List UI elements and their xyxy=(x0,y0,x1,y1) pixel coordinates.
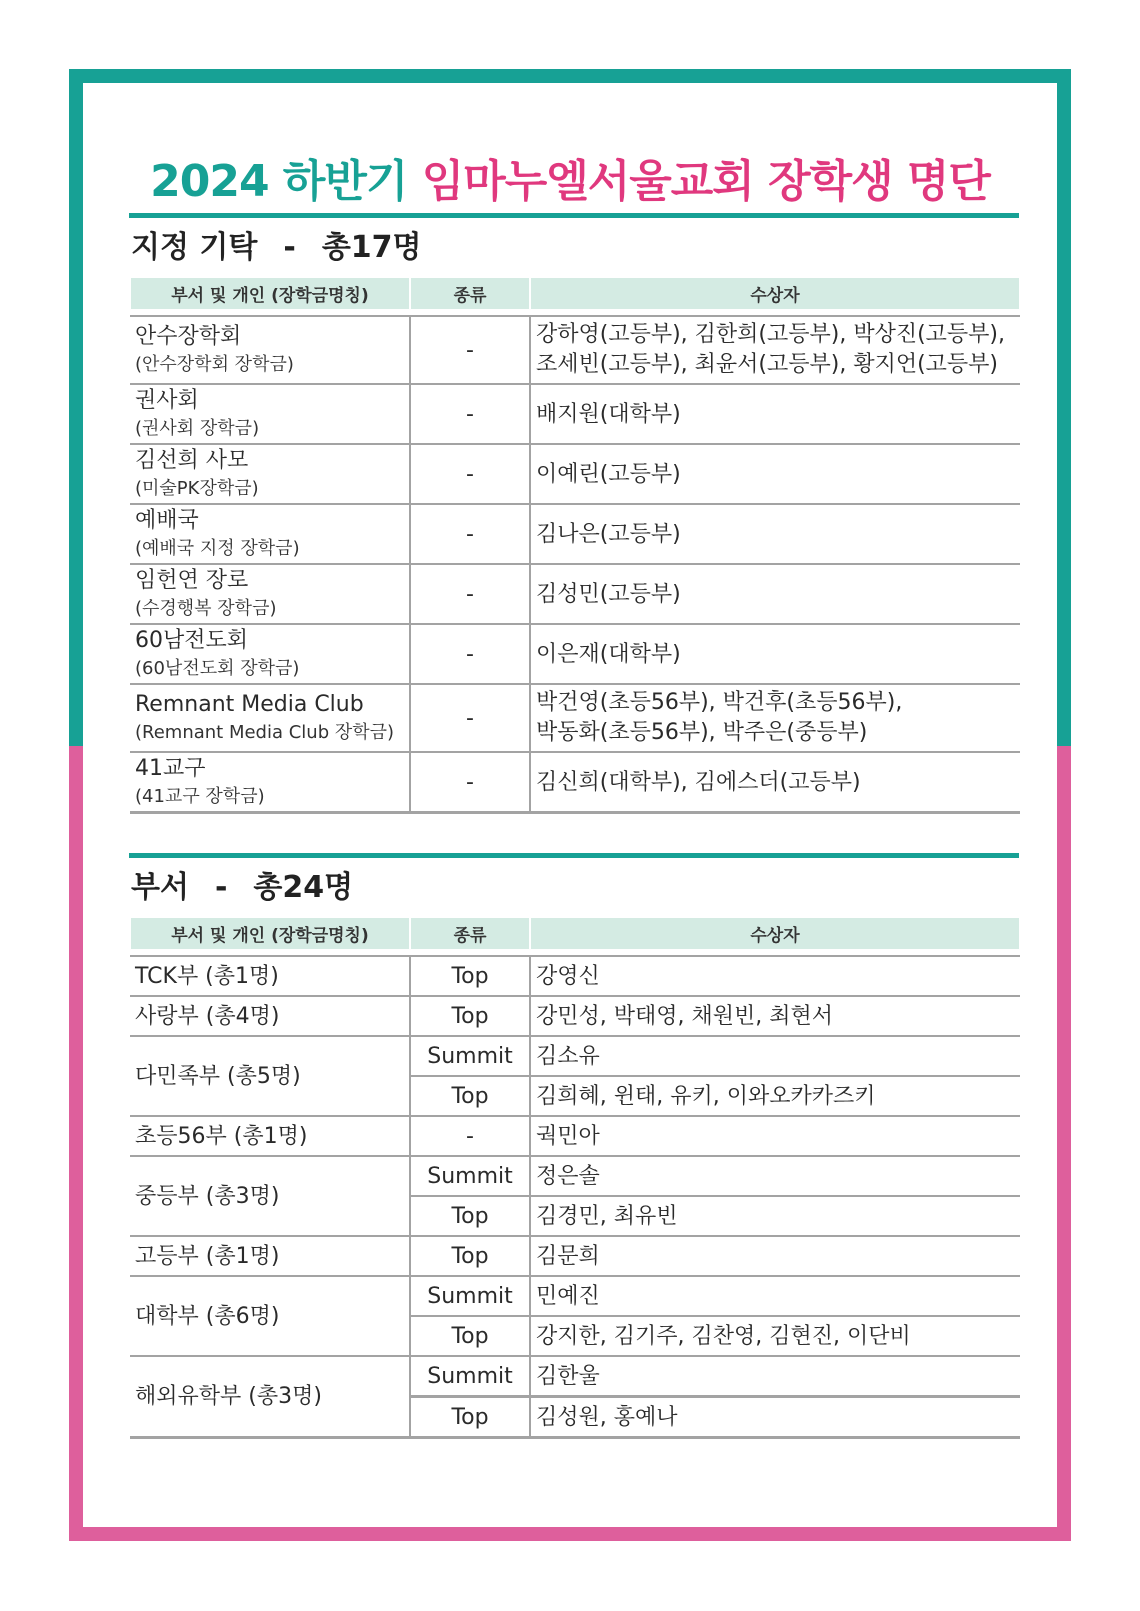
section-total: 총17명 xyxy=(321,230,422,265)
row-type: - xyxy=(410,684,530,752)
table-row xyxy=(130,316,1020,384)
dept-name: Remnant Media Club xyxy=(135,692,364,717)
section-departments xyxy=(129,853,1019,1439)
winners-line: 조세빈(고등부), 최윤서(고등부), 황지언(고등부) xyxy=(536,352,999,377)
row-dept xyxy=(130,684,410,752)
row-winners: 김한울 xyxy=(530,1356,1020,1397)
dept-name: 해외유학부 (총3명) xyxy=(130,1356,410,1438)
header-type: 종류 xyxy=(410,918,530,949)
row-winners: 김신희(대학부), 김에스더(고등부) xyxy=(530,752,1020,813)
row-winners: 강영신 xyxy=(530,956,1020,996)
row-type: Top xyxy=(410,956,530,996)
table-row xyxy=(130,1356,1020,1397)
title-main: 임마누엘서울교회 장학생 명단 xyxy=(421,156,990,207)
table-row xyxy=(130,384,1020,444)
row-winners: 정은솔 xyxy=(530,1156,1020,1196)
row-winners: 김나은(고등부) xyxy=(530,504,1020,564)
row-type: Summit xyxy=(410,1356,530,1397)
row-winners: 배지원(대학부) xyxy=(530,384,1020,444)
table-row xyxy=(130,444,1020,504)
row-winners: 이은재(대학부) xyxy=(530,624,1020,684)
section-total: 총24명 xyxy=(253,870,354,905)
section-name: 부서 xyxy=(131,870,189,905)
dept-name: 권사회 xyxy=(135,388,199,413)
row-type: Summit xyxy=(410,1156,530,1196)
page-body xyxy=(83,83,1057,1527)
winners-line: 박동화(초등56부), 박주은(중등부) xyxy=(536,720,868,745)
table-header-row xyxy=(130,278,1020,309)
row-type: Top xyxy=(410,1316,530,1356)
row-winners xyxy=(530,316,1020,384)
row-type: - xyxy=(410,1116,530,1156)
row-dept xyxy=(130,752,410,813)
row-winners: 이예린(고등부) xyxy=(530,444,1020,504)
row-type: - xyxy=(410,316,530,384)
section-name: 지정 기탁 xyxy=(131,230,258,265)
row-dept xyxy=(130,444,410,504)
header-dept: 부서 및 개인 (장학금명칭) xyxy=(130,278,410,309)
table-row xyxy=(130,956,1020,996)
row-dept xyxy=(130,624,410,684)
row-winners: 김희혜, 윈태, 유키, 이와오카카즈키 xyxy=(530,1076,1020,1116)
dept-name: 중등부 (총3명) xyxy=(130,1156,410,1236)
table-header-row xyxy=(130,918,1020,949)
dept-name: 사랑부 (총4명) xyxy=(130,996,410,1036)
header-winners: 수상자 xyxy=(530,918,1020,949)
row-type: - xyxy=(410,564,530,624)
scholarship-name: (수경행복 장학금) xyxy=(135,598,277,619)
dept-name: 41교구 xyxy=(135,756,206,781)
scholarship-name: (Remnant Media Club 장학금) xyxy=(135,722,395,743)
dept-name: 예배국 xyxy=(135,508,199,533)
dept-name: TCK부 (총1명) xyxy=(130,956,410,996)
table-row xyxy=(130,1036,1020,1076)
row-type: Top xyxy=(410,1196,530,1236)
row-type: - xyxy=(410,504,530,564)
row-dept xyxy=(130,504,410,564)
dept-name: 임헌연 장로 xyxy=(135,568,249,593)
dept-name: 초등56부 (총1명) xyxy=(130,1116,410,1156)
header-dept: 부서 및 개인 (장학금명칭) xyxy=(130,918,410,949)
dept-name: 대학부 (총6명) xyxy=(130,1276,410,1356)
table-row xyxy=(130,504,1020,564)
dept-name: 60남전도회 xyxy=(135,628,249,653)
row-winners: 궉민아 xyxy=(530,1116,1020,1156)
dept-name: 김선희 사모 xyxy=(135,448,249,473)
row-winners xyxy=(530,684,1020,752)
row-winners: 강민성, 박태영, 채원빈, 최현서 xyxy=(530,996,1020,1036)
section-separator: - xyxy=(283,230,296,265)
row-winners: 김문희 xyxy=(530,1236,1020,1276)
row-winners: 민예진 xyxy=(530,1276,1020,1316)
row-type: Top xyxy=(410,996,530,1036)
row-type: Top xyxy=(410,1076,530,1116)
row-winners: 김성원, 홍예나 xyxy=(530,1397,1020,1438)
row-winners: 김소유 xyxy=(530,1036,1020,1076)
dept-name: 다민족부 (총5명) xyxy=(130,1036,410,1116)
scholarship-name: (미술PK장학금) xyxy=(135,478,259,499)
row-type: - xyxy=(410,384,530,444)
row-type: - xyxy=(410,624,530,684)
row-type: Summit xyxy=(410,1036,530,1076)
page-frame xyxy=(69,69,1071,1541)
title-year: 2024 하반기 xyxy=(150,156,408,207)
table-row xyxy=(130,1156,1020,1196)
row-type: Top xyxy=(410,1236,530,1276)
scholarship-name: (권사회 장학금) xyxy=(135,418,260,439)
scholarship-name: (예배국 지정 장학금) xyxy=(135,538,300,559)
row-type: Top xyxy=(410,1397,530,1438)
row-winners: 김경민, 최유빈 xyxy=(530,1196,1020,1236)
scholarship-name: (41교구 장학금) xyxy=(135,786,265,807)
header-type: 종류 xyxy=(410,278,530,309)
section-heading xyxy=(129,858,1019,918)
table-row xyxy=(130,684,1020,752)
header-winners: 수상자 xyxy=(530,278,1020,309)
table-row xyxy=(130,564,1020,624)
table-row xyxy=(130,1116,1020,1156)
table-row xyxy=(130,1236,1020,1276)
row-winners: 강지한, 김기주, 김찬영, 김현진, 이단비 xyxy=(530,1316,1020,1356)
row-dept xyxy=(130,316,410,384)
row-winners: 김성민(고등부) xyxy=(530,564,1020,624)
section-heading xyxy=(129,218,1019,278)
dept-name: 고등부 (총1명) xyxy=(130,1236,410,1276)
row-type: - xyxy=(410,752,530,813)
scholarship-name: (60남전도회 장학금) xyxy=(135,658,300,679)
winners-line: 박건영(초등56부), 박건후(초등56부), xyxy=(536,690,903,715)
scholarship-name: (안수장학회 장학금) xyxy=(135,354,294,375)
table-row xyxy=(130,752,1020,813)
row-type: - xyxy=(410,444,530,504)
row-type: Summit xyxy=(410,1276,530,1316)
section-separator: - xyxy=(214,870,228,905)
table-row xyxy=(130,624,1020,684)
table-row xyxy=(130,996,1020,1036)
row-dept xyxy=(130,384,410,444)
section-designated xyxy=(129,213,1019,814)
table-row xyxy=(130,1276,1020,1316)
row-dept xyxy=(130,564,410,624)
winners-line: 강하영(고등부), 김한희(고등부), 박상진(고등부), xyxy=(536,322,1006,347)
departments-table xyxy=(129,918,1021,1439)
designated-table xyxy=(129,278,1021,814)
page-title xyxy=(83,145,1057,209)
dept-name: 안수장학회 xyxy=(135,324,242,349)
